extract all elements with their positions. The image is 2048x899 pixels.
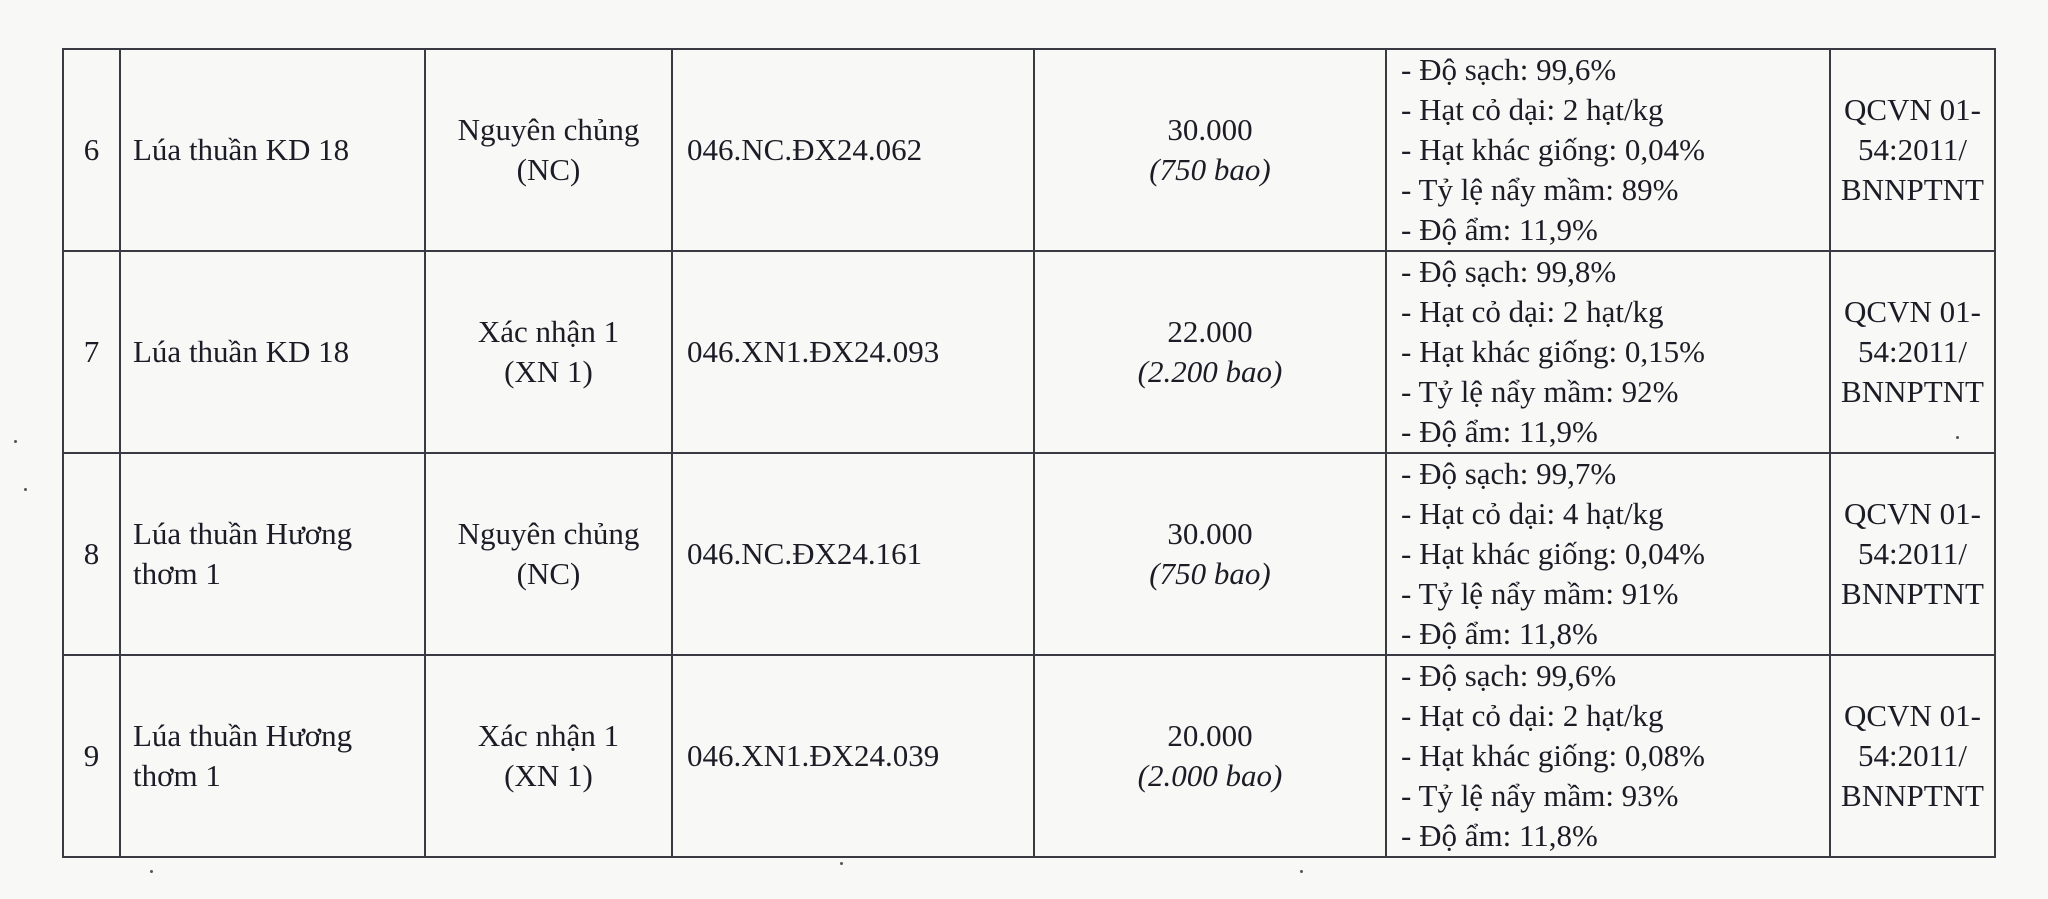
row-number-cell: 6: [63, 49, 120, 251]
quality-specs-cell: [1386, 49, 1830, 251]
spec-purity: - Độ sạch: 99,6%: [1401, 52, 1617, 87]
spec-other-variety: - Hạt khác giống: 0,04%: [1401, 132, 1705, 167]
standard-cell: [1830, 453, 1995, 655]
quality-specs-cell: [1386, 251, 1830, 453]
spec-weed-seeds: - Hạt cỏ dại: 4 hạt/kg: [1401, 496, 1664, 531]
spec-weed-seeds: - Hạt cỏ dại: 2 hạt/kg: [1401, 698, 1664, 733]
quantity-value: 30.000: [1167, 516, 1253, 551]
quantity-value: 22.000: [1167, 314, 1253, 349]
seed-level-abbrev: (NC): [516, 556, 581, 591]
spec-other-variety: - Hạt khác giống: 0,08%: [1401, 738, 1705, 773]
bag-count: (750 bao): [1149, 556, 1271, 591]
scan-speck: [14, 440, 17, 443]
variety-name-cell: Lúa thuần Hương thơm 1: [120, 655, 425, 857]
standard-line: QCVN 01-: [1844, 294, 1981, 329]
spec-germination: - Tỷ lệ nẩy mầm: 91%: [1401, 576, 1679, 611]
table-row: [63, 251, 1995, 453]
quantity-cell: [1034, 251, 1386, 453]
seed-level-cell: [425, 655, 672, 857]
quantity-value: 30.000: [1167, 112, 1253, 147]
lot-code-cell: 046.XN1.ĐX24.093: [672, 251, 1034, 453]
standard-cell: [1830, 251, 1995, 453]
spec-germination: - Tỷ lệ nẩy mầm: 92%: [1401, 374, 1679, 409]
scan-speck: [150, 870, 153, 873]
scan-speck: [1956, 436, 1959, 439]
standard-cell: [1830, 655, 1995, 857]
spec-moisture: - Độ ẩm: 11,9%: [1401, 212, 1598, 247]
seed-level-name: Nguyên chủng: [457, 516, 640, 551]
table-row: [63, 655, 1995, 857]
row-number-cell: 8: [63, 453, 120, 655]
seed-level-cell: [425, 251, 672, 453]
seed-level-name: Xác nhận 1: [477, 718, 620, 753]
seed-level-cell: [425, 49, 672, 251]
seed-level-abbrev: (XN 1): [504, 758, 593, 793]
spec-purity: - Độ sạch: 99,6%: [1401, 658, 1617, 693]
seed-level-cell: [425, 453, 672, 655]
variety-name-cell: Lúa thuần KD 18: [120, 251, 425, 453]
standard-line: QCVN 01-: [1844, 92, 1981, 127]
standard-line: BNNPTNT: [1841, 576, 1984, 611]
quantity-cell: [1034, 49, 1386, 251]
variety-name-cell: Lúa thuần Hương thơm 1: [120, 453, 425, 655]
quality-specs-cell: [1386, 655, 1830, 857]
quantity-value: 20.000: [1167, 718, 1253, 753]
seed-level-name: Xác nhận 1: [477, 314, 620, 349]
standard-line: 54:2011/: [1857, 738, 1968, 773]
spec-weed-seeds: - Hạt cỏ dại: 2 hạt/kg: [1401, 294, 1664, 329]
standard-line: QCVN 01-: [1844, 698, 1981, 733]
standard-line: 54:2011/: [1857, 536, 1968, 571]
scan-speck: [1300, 870, 1303, 873]
variety-name-cell: Lúa thuần KD 18: [120, 49, 425, 251]
quantity-cell: [1034, 453, 1386, 655]
lot-code-cell: 046.XN1.ĐX24.039: [672, 655, 1034, 857]
table-row: [63, 453, 1995, 655]
scan-speck: [24, 488, 27, 491]
table-body: [63, 49, 1995, 857]
spec-germination: - Tỷ lệ nẩy mầm: 89%: [1401, 172, 1679, 207]
spec-weed-seeds: - Hạt cỏ dại: 2 hạt/kg: [1401, 92, 1664, 127]
table-row: [63, 49, 1995, 251]
standard-line: BNNPTNT: [1841, 778, 1984, 813]
lot-code-cell: 046.NC.ĐX24.161: [672, 453, 1034, 655]
spec-purity: - Độ sạch: 99,8%: [1401, 254, 1617, 289]
standard-cell: [1830, 49, 1995, 251]
standard-line: QCVN 01-: [1844, 496, 1981, 531]
spec-other-variety: - Hạt khác giống: 0,15%: [1401, 334, 1705, 369]
standard-line: BNNPTNT: [1841, 172, 1984, 207]
row-number-cell: 7: [63, 251, 120, 453]
standard-line: 54:2011/: [1857, 132, 1968, 167]
spec-purity: - Độ sạch: 99,7%: [1401, 456, 1617, 491]
standard-line: 54:2011/: [1857, 334, 1968, 369]
spec-moisture: - Độ ẩm: 11,8%: [1401, 616, 1598, 651]
spec-moisture: - Độ ẩm: 11,9%: [1401, 414, 1598, 449]
seed-quality-table: [62, 48, 1996, 858]
bag-count: (2.000 bao): [1137, 758, 1283, 793]
seed-level-abbrev: (NC): [516, 152, 581, 187]
standard-line: BNNPTNT: [1841, 374, 1984, 409]
scan-speck: [840, 862, 843, 865]
spec-other-variety: - Hạt khác giống: 0,04%: [1401, 536, 1705, 571]
quantity-cell: [1034, 655, 1386, 857]
bag-count: (2.200 bao): [1137, 354, 1283, 389]
row-number-cell: 9: [63, 655, 120, 857]
lot-code-cell: 046.NC.ĐX24.062: [672, 49, 1034, 251]
bag-count: (750 bao): [1149, 152, 1271, 187]
quality-specs-cell: [1386, 453, 1830, 655]
spec-germination: - Tỷ lệ nẩy mầm: 93%: [1401, 778, 1679, 813]
seed-level-name: Nguyên chủng: [457, 112, 640, 147]
spec-moisture: - Độ ẩm: 11,8%: [1401, 818, 1598, 853]
seed-level-abbrev: (XN 1): [504, 354, 593, 389]
